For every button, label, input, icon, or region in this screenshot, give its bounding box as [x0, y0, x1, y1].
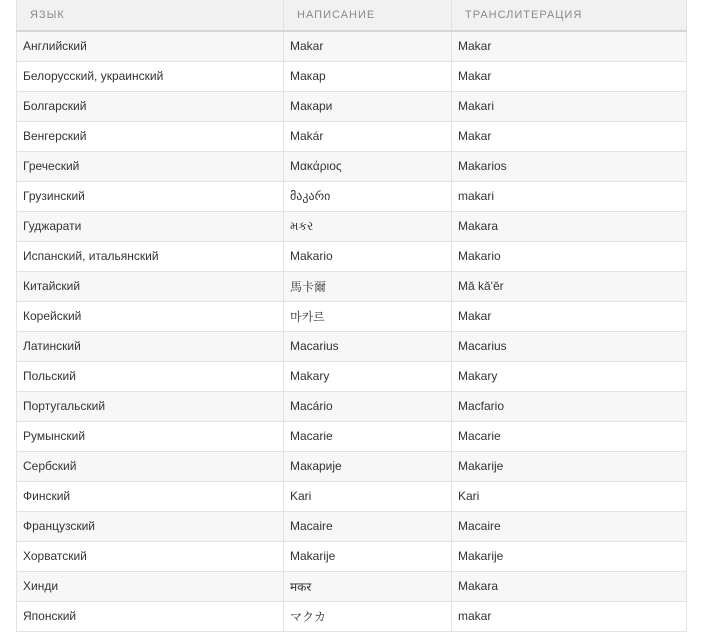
- cell-transliteration: Makarios: [452, 151, 687, 181]
- cell-spelling: Makarije: [284, 541, 452, 571]
- cell-language: Сербский: [17, 451, 284, 481]
- table-header-row: [17, 0, 687, 31]
- cell-transliteration: Makar: [452, 31, 687, 61]
- header-spelling: НАПИСАНИЕ: [284, 0, 452, 31]
- cell-transliteration: Kari: [452, 481, 687, 511]
- cell-spelling: Макар: [284, 61, 452, 91]
- cell-transliteration: makar: [452, 601, 687, 631]
- name-translations-table: [16, 0, 687, 632]
- cell-language: Японский: [17, 601, 284, 631]
- cell-transliteration: Makara: [452, 571, 687, 601]
- table-row: [17, 121, 687, 151]
- cell-spelling: मकर: [284, 571, 452, 601]
- cell-spelling: Μακάριος: [284, 151, 452, 181]
- cell-spelling: მაკარი: [284, 181, 452, 211]
- cell-language: Польский: [17, 361, 284, 391]
- cell-language: Испанский, итальянский: [17, 241, 284, 271]
- cell-transliteration: Makar: [452, 301, 687, 331]
- cell-spelling: Макари: [284, 91, 452, 121]
- table-row: [17, 421, 687, 451]
- cell-language: Французский: [17, 511, 284, 541]
- table-row: [17, 361, 687, 391]
- header-transliteration: ТРАНСЛИТЕРАЦИЯ: [452, 0, 687, 31]
- cell-transliteration: Macfario: [452, 391, 687, 421]
- cell-transliteration: Makarije: [452, 451, 687, 481]
- cell-transliteration: Makary: [452, 361, 687, 391]
- cell-transliteration: Macarius: [452, 331, 687, 361]
- cell-language: Хинди: [17, 571, 284, 601]
- cell-transliteration: Makario: [452, 241, 687, 271]
- cell-spelling: Makar: [284, 31, 452, 61]
- cell-language: Корейский: [17, 301, 284, 331]
- table-row: [17, 181, 687, 211]
- cell-transliteration: Makari: [452, 91, 687, 121]
- cell-spelling: Macarie: [284, 421, 452, 451]
- cell-language: Португальский: [17, 391, 284, 421]
- cell-spelling: Macaire: [284, 511, 452, 541]
- table-row: [17, 541, 687, 571]
- cell-spelling: Makár: [284, 121, 452, 151]
- cell-spelling: Macário: [284, 391, 452, 421]
- cell-spelling: マクカ: [284, 601, 452, 631]
- cell-transliteration: Makarije: [452, 541, 687, 571]
- cell-spelling: મકર: [284, 211, 452, 241]
- table-row: [17, 271, 687, 301]
- table-row: [17, 451, 687, 481]
- cell-transliteration: Makara: [452, 211, 687, 241]
- table-row: [17, 31, 687, 61]
- table-row: [17, 511, 687, 541]
- cell-spelling: 마카르: [284, 301, 452, 331]
- table-row: [17, 601, 687, 631]
- cell-language: Белорусский, украинский: [17, 61, 284, 91]
- name-translations-table-container: [16, 0, 686, 632]
- cell-transliteration: Macarie: [452, 421, 687, 451]
- cell-language: Хорватский: [17, 541, 284, 571]
- cell-language: Латинский: [17, 331, 284, 361]
- header-language: ЯЗЫК: [17, 0, 284, 31]
- cell-transliteration: Mǎ kǎ'ěr: [452, 271, 687, 301]
- cell-language: Венгерский: [17, 121, 284, 151]
- table-row: [17, 61, 687, 91]
- table-row: [17, 331, 687, 361]
- cell-spelling: Makary: [284, 361, 452, 391]
- cell-spelling: Makario: [284, 241, 452, 271]
- cell-transliteration: makari: [452, 181, 687, 211]
- cell-transliteration: Makar: [452, 121, 687, 151]
- table-row: [17, 91, 687, 121]
- cell-language: Грузинский: [17, 181, 284, 211]
- cell-transliteration: Macaire: [452, 511, 687, 541]
- table-row: [17, 391, 687, 421]
- table-row: [17, 241, 687, 271]
- cell-language: Румынский: [17, 421, 284, 451]
- cell-language: Китайский: [17, 271, 284, 301]
- table-row: [17, 211, 687, 241]
- table-row: [17, 571, 687, 601]
- cell-language: Греческий: [17, 151, 284, 181]
- cell-spelling: Kari: [284, 481, 452, 511]
- cell-transliteration: Makar: [452, 61, 687, 91]
- table-row: [17, 481, 687, 511]
- table-row: [17, 301, 687, 331]
- cell-spelling: Macarius: [284, 331, 452, 361]
- cell-language: Болгарский: [17, 91, 284, 121]
- cell-language: Финский: [17, 481, 284, 511]
- table-row: [17, 151, 687, 181]
- cell-spelling: 馬卡爾: [284, 271, 452, 301]
- table-body: [17, 31, 687, 631]
- cell-language: Гуджарати: [17, 211, 284, 241]
- cell-spelling: Макарије: [284, 451, 452, 481]
- cell-language: Английский: [17, 31, 284, 61]
